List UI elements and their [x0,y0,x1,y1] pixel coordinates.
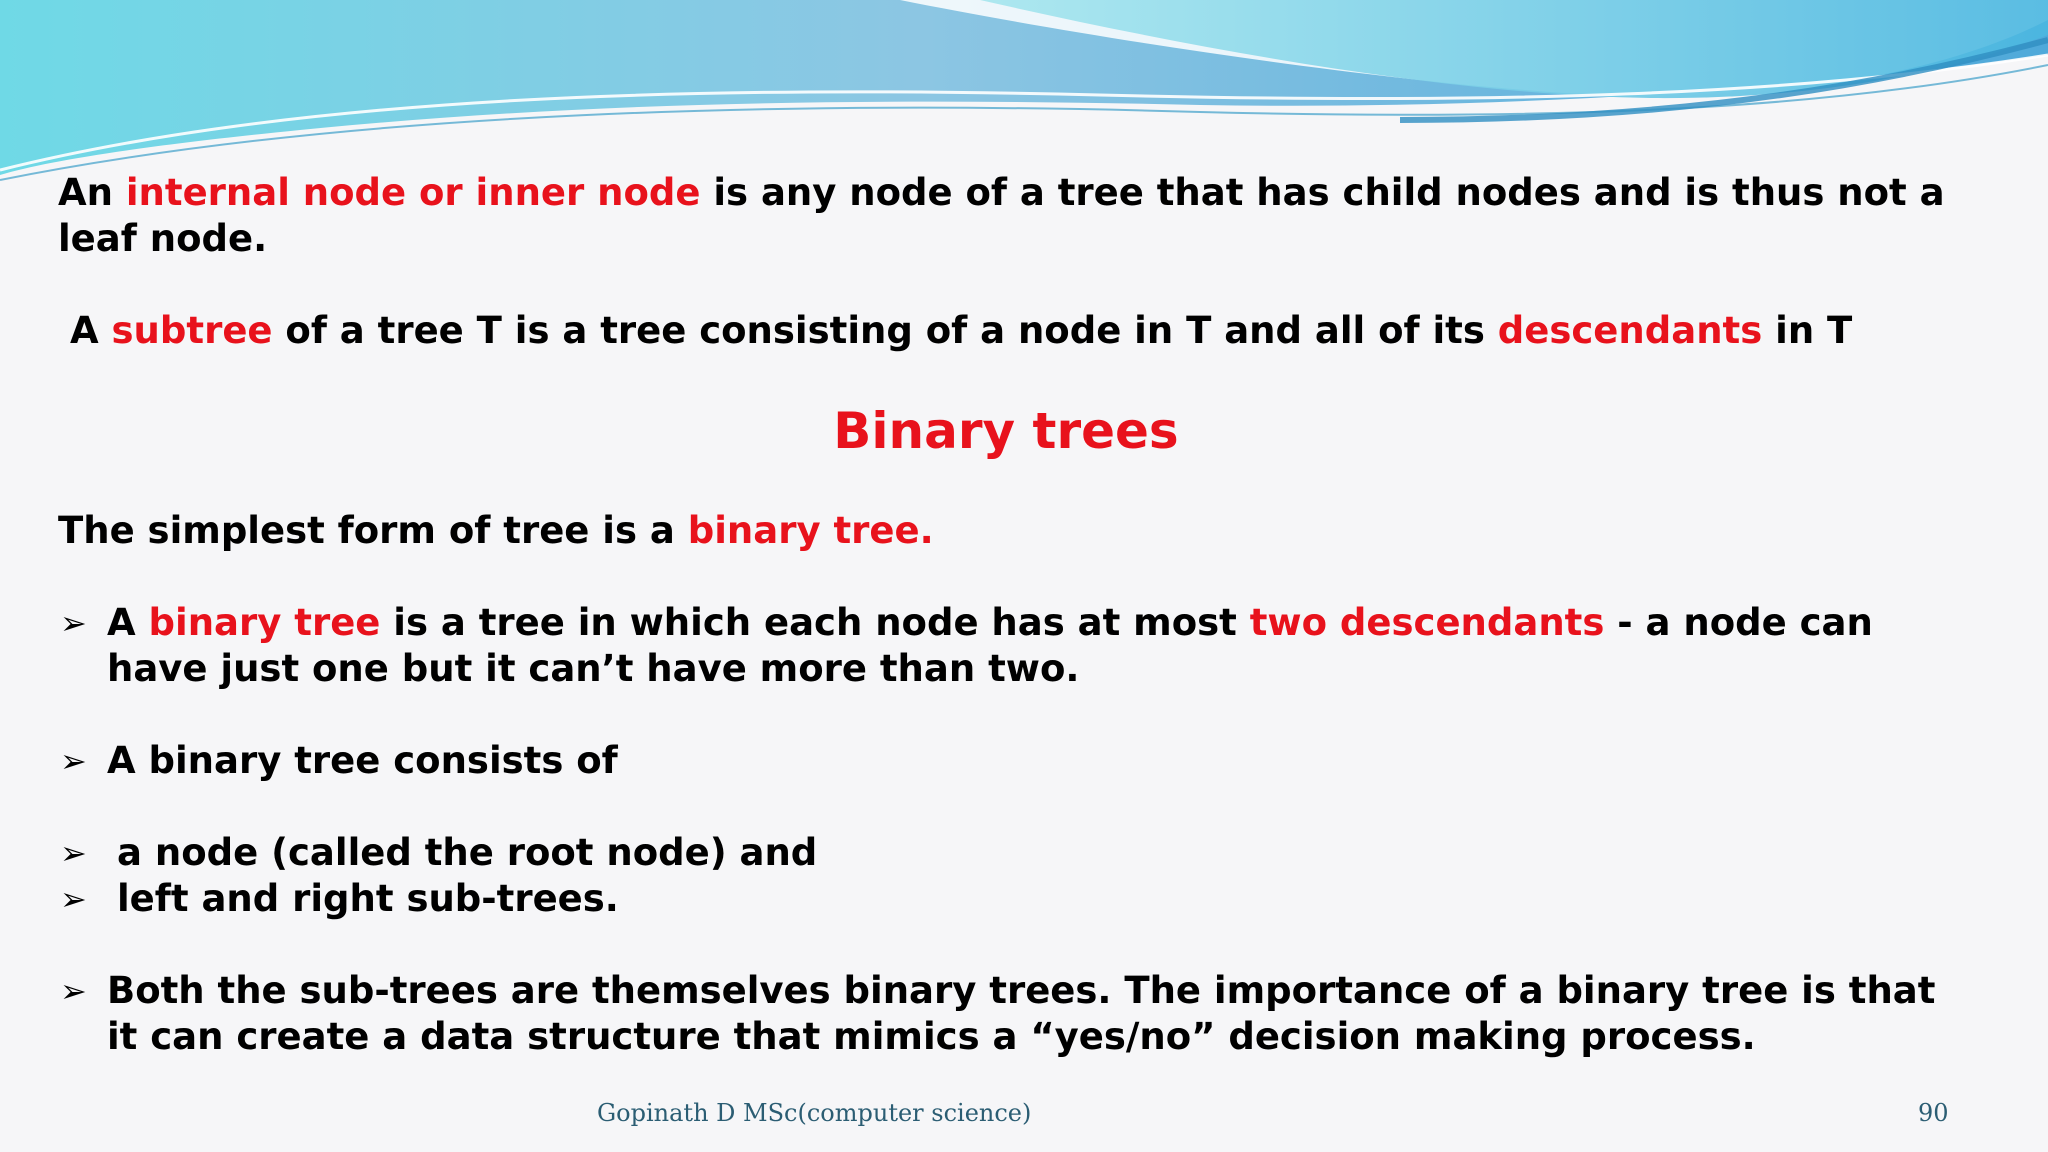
bullet-root-node: a node (called the root node) and [117,831,818,874]
two-descendants-term: two descendants [1249,601,1605,644]
footer-author: Gopinath D MSc(computer science) [597,1099,1032,1127]
page-number: 90 [1918,1099,1949,1127]
bullet-arrow-icon: ➢ [60,972,87,1010]
subtree-paragraph: A subtree of a tree T is a tree consisting of a node in T and all of its descendants in T [70,309,1853,352]
bullet-sub-trees-importance: Both the sub-trees are themselves binary trees. The importance of a binary tree is that it can create a data structure that mimics a “yes/no” decision making process. [107,969,1936,1058]
binary-tree-term: binary tree. [687,509,934,552]
binary-tree-term-2: binary tree [148,601,381,644]
bullet-arrow-icon: ➢ [60,604,87,642]
internal-node-paragraph: An internal node or inner node is any node of a tree that has child nodes and is thus not a leaf node. [58,171,1945,260]
bullet-consists-of: A binary tree consists of [107,739,618,782]
bullet-arrow-icon: ➢ [60,742,87,780]
bullet-arrow-icon: ➢ [60,880,87,918]
bullet-arrow-icon: ➢ [60,834,87,872]
header-wave-decoration [0,0,2048,185]
binary-trees-heading: Binary trees [833,402,1179,460]
simplest-form-paragraph: The simplest form of tree is a binary tree. [58,509,934,552]
descendants-term: descendants [1497,309,1763,352]
subtree-term: subtree [111,309,273,352]
internal-node-term: internal node or inner node [125,171,701,214]
bullet-sub-trees: left and right sub-trees. [117,877,619,920]
bullet-binary-tree-definition: A binary tree is a tree in which each node has at most two descendants - a node can have just one but it can’t have more than two. [107,601,1873,690]
